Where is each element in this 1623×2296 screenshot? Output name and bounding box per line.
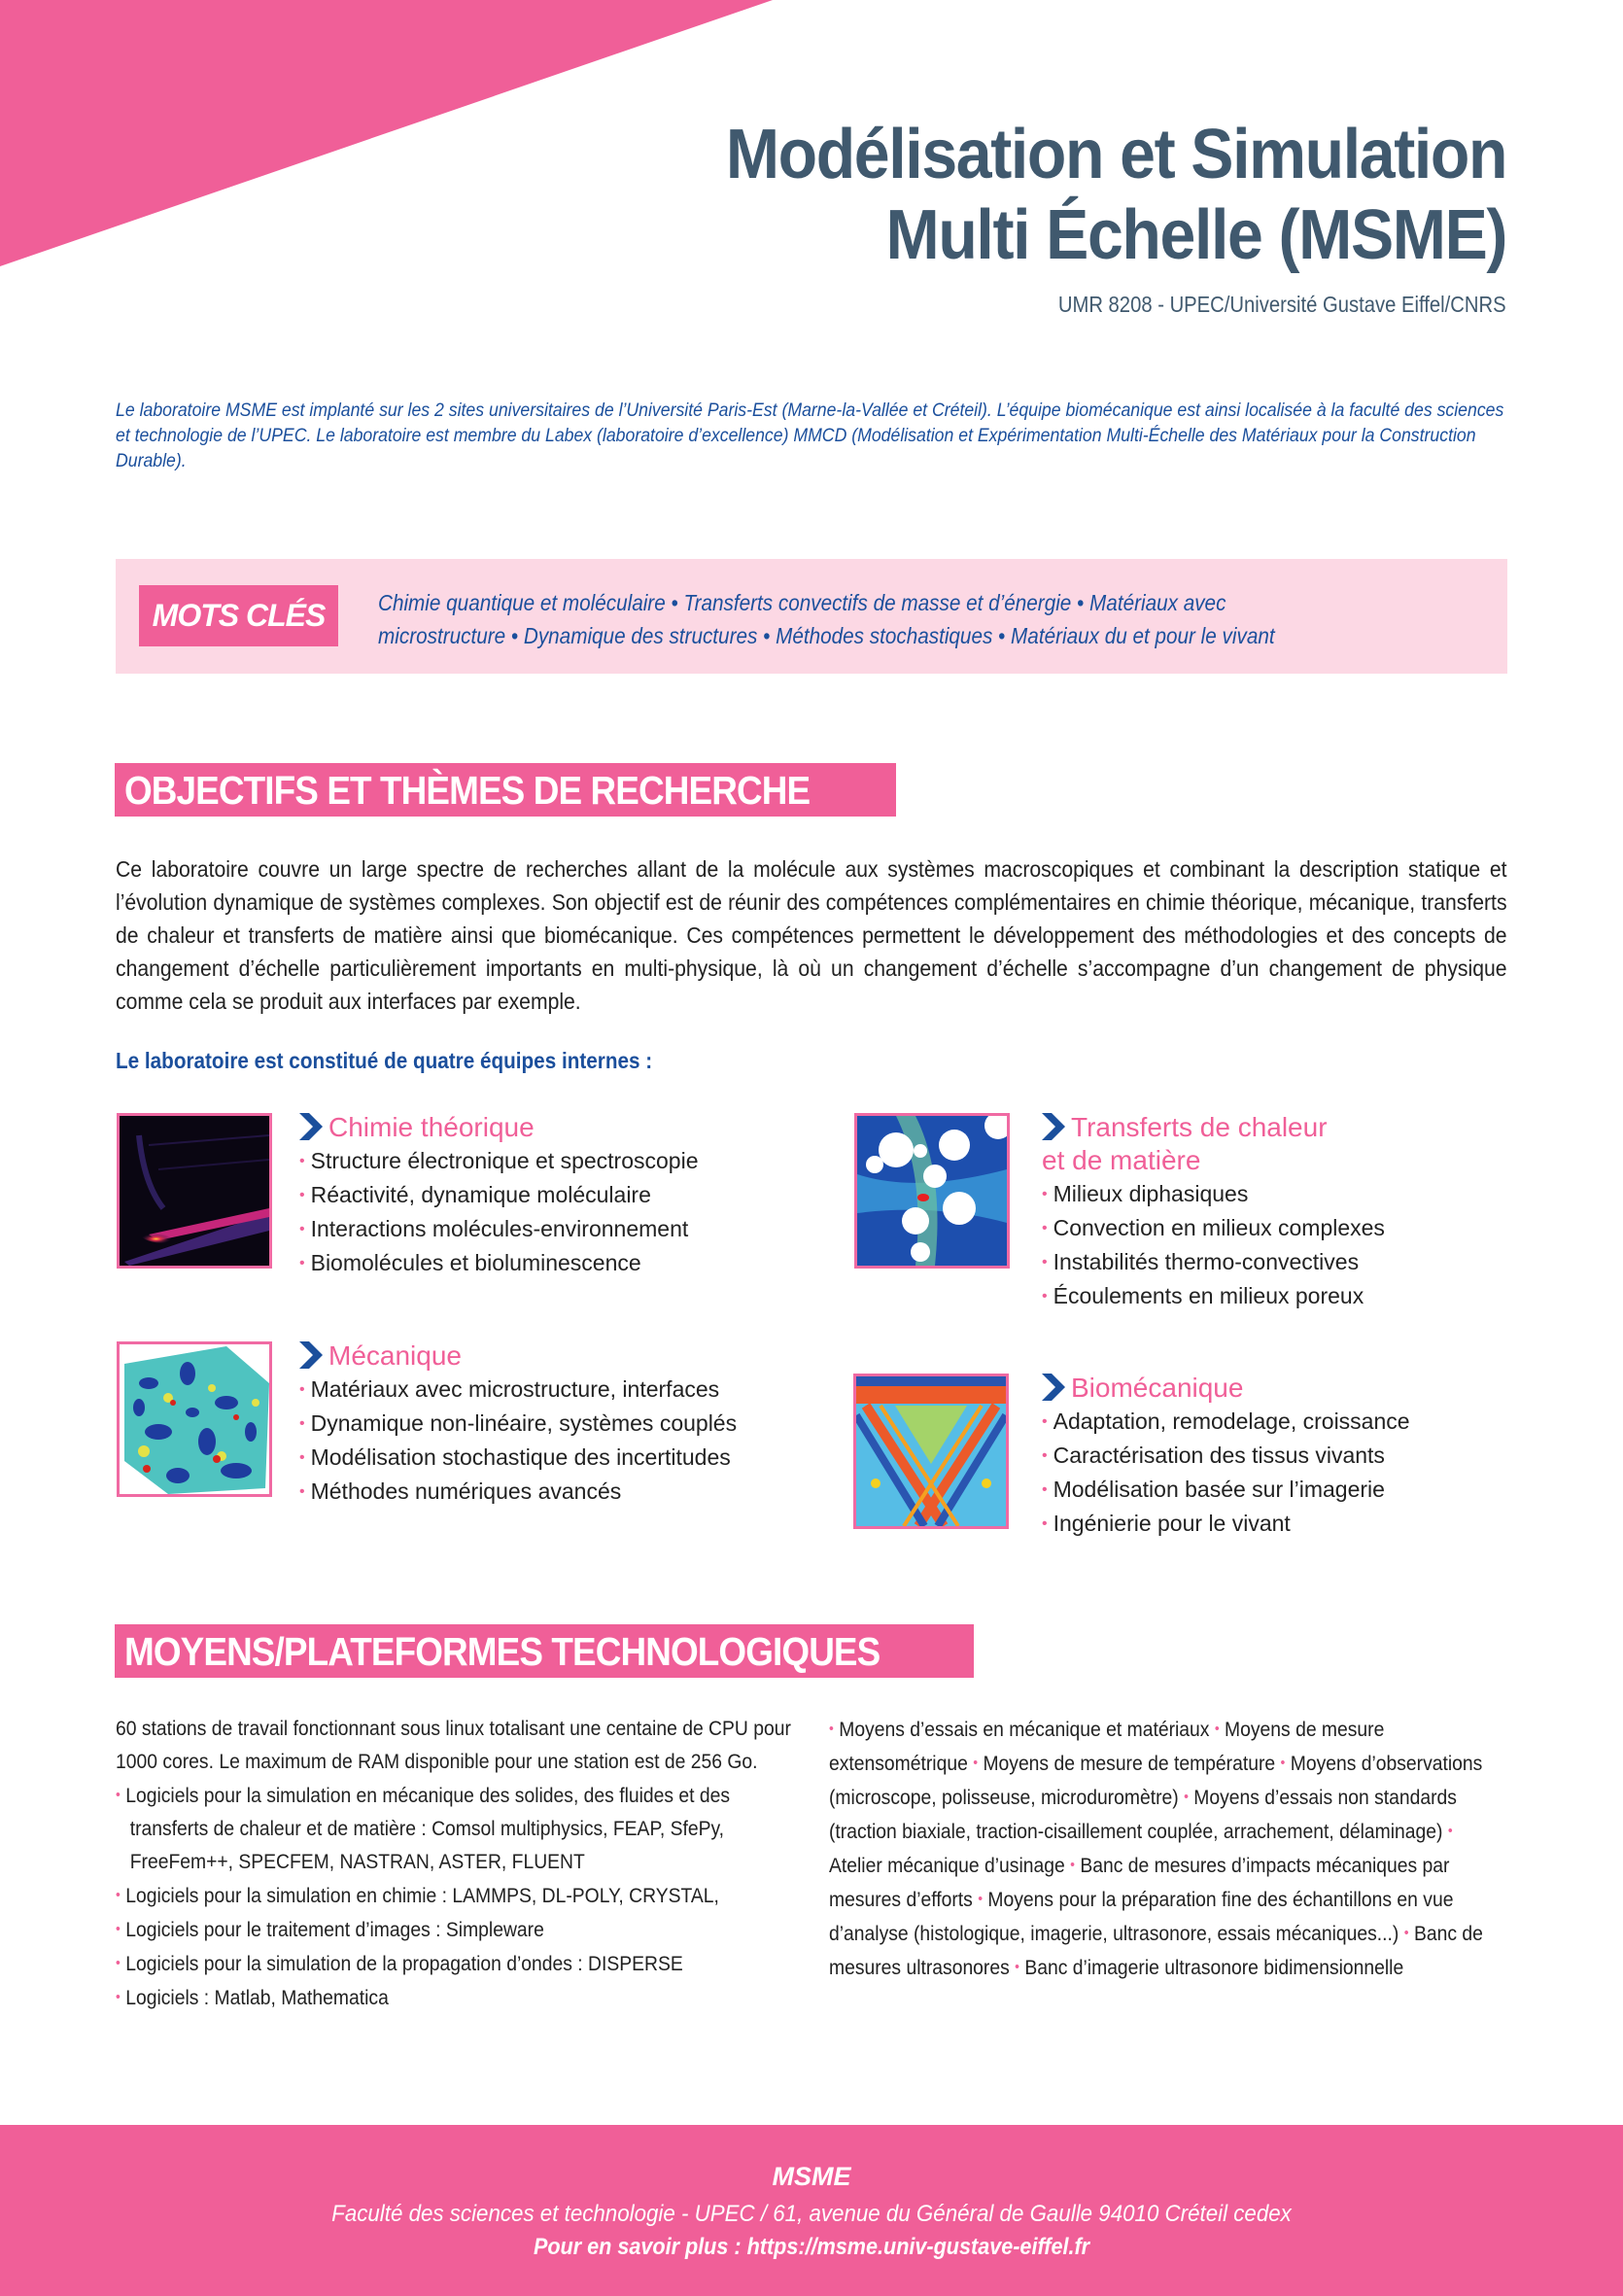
list-item: • Réactivité, dynamique moléculaire xyxy=(299,1182,651,1207)
list-item: • Logiciels pour le traitement d’images : Simpleware xyxy=(116,1919,544,1941)
equipment-item: Moyens d’essais en mécanique et matériaux xyxy=(839,1719,1210,1741)
chevron-right-icon xyxy=(299,1341,323,1369)
section-heading-moyens-text: MOYENS/PLATEFORMES TECHNOLOGIQUES xyxy=(124,1629,881,1674)
equipment-item: Moyens d’observations (microscope, polisseuse, microduromètre) xyxy=(829,1753,1483,1809)
equipment-item: Banc de mesures ultrasonores xyxy=(829,1923,1483,1979)
chevron-right-icon xyxy=(1042,1374,1065,1401)
list-item: • Logiciels pour la simulation en mécanique des solides, des fluides et des transferts de chaleur et de matière : Comsol multiphysics, FEAP, SfePy, FreeFem++, SPECFEM, NASTRAN, ASTER, FLUENT xyxy=(116,1785,731,1873)
team-title xyxy=(1042,1372,1410,1405)
team-item-list xyxy=(1042,1177,1385,1313)
teams-lead: Le laboratoire est constitué de quatre équipes internes : xyxy=(116,1048,653,1073)
team-item-list xyxy=(1042,1405,1410,1541)
team-title-text: Mécanique xyxy=(328,1340,462,1371)
list-item: • Dynamique non-linéaire, systèmes couplés xyxy=(299,1410,738,1436)
keywords-badge: MOTS CLÉS xyxy=(139,585,338,646)
team-transferts xyxy=(1042,1111,1385,1313)
title-line-1: Modélisation et Simulation xyxy=(725,116,1506,193)
footer-name: MSME xyxy=(772,2162,851,2191)
list-item: • Interactions molécules-environnement xyxy=(299,1216,689,1241)
moyens-right-column: • Moyens d’essais en mécanique et matériaux • Moyens de mesure extensométrique • Moyens de mesure de température • Moyens d’observations (microscope, polisseuse, microduromètre) • Moyens d’essais non standards (traction biaxiale, traction-cisaillement couplée, arrachement, délaminage) • Atelier mécanique d’usinage • Banc de mesures d’impacts mécaniques par mesures d’efforts • Moyens pour la préparation fine des échantillons en vue d’analyse (histologique, imagerie, ultrasonore, essais mécaniques...) • Banc de mesures ultrasonores • Banc d’imagerie ultrasonore bidimensionnelle xyxy=(829,1719,1483,1979)
list-item: • Ingénierie pour le vivant xyxy=(1042,1511,1291,1536)
list-item: • Milieux diphasiques xyxy=(1042,1181,1249,1206)
equipment-item: Banc de mesures d’impacts mécaniques par mesures d’efforts xyxy=(829,1855,1450,1911)
software-list xyxy=(116,1779,813,2015)
list-item: • Écoulements en milieux poreux xyxy=(1042,1283,1364,1308)
list-item: • Biomolécules et bioluminescence xyxy=(299,1250,641,1275)
equipment-item: Moyens de mesure de température xyxy=(983,1753,1276,1775)
list-item: • Caractérisation des tissus vivants xyxy=(1042,1443,1385,1468)
chevron-right-icon xyxy=(299,1113,323,1140)
team-title-text: Transferts de chaleur xyxy=(1071,1112,1328,1142)
moyens-left-column xyxy=(116,1713,813,2015)
equipment-item: Moyens de mesure extensométrique xyxy=(829,1719,1385,1775)
team-title-line-2: et de matière xyxy=(1042,1145,1201,1175)
equipment-item: Moyens d’essais non standards (traction biaxiale, traction-cisaillement couplée, arrachement, délaminage) xyxy=(829,1787,1457,1843)
team-image-transferts xyxy=(854,1113,1010,1269)
team-chimie xyxy=(299,1111,699,1280)
keywords-line-1: Chimie quantique et moléculaire • Transferts convectifs de masse et d’énergie • Matériaux avec xyxy=(378,590,1226,615)
team-image-chimie xyxy=(117,1113,272,1269)
keywords-text xyxy=(378,586,1428,652)
equipment-item: Moyens pour la préparation fine des échantillons en vue d’analyse (histologique, imagerie, ultrasonore, essais mécaniques...) xyxy=(829,1889,1454,1945)
equipment-item: Atelier mécanique d’usinage xyxy=(829,1855,1065,1877)
list-item: • Adaptation, remodelage, croissance xyxy=(1042,1409,1410,1434)
team-title xyxy=(1042,1111,1385,1144)
section-heading-objectifs xyxy=(115,763,896,817)
title-line-2: Multi Échelle (MSME) xyxy=(885,196,1506,274)
page-subtitle: UMR 8208 - UPEC/Université Gustave Eiffel/CNRS xyxy=(1058,292,1506,317)
list-item: • Instabilités thermo-convectives xyxy=(1042,1249,1360,1274)
list-item: • Structure électronique et spectroscopie xyxy=(299,1148,699,1173)
team-mecanique xyxy=(299,1339,737,1509)
footer xyxy=(0,2125,1623,2296)
keywords-band xyxy=(116,559,1507,674)
chevron-right-icon xyxy=(1042,1113,1065,1140)
list-item: • Convection en milieux complexes xyxy=(1042,1215,1385,1240)
team-image-mecanique xyxy=(117,1341,272,1497)
intro-paragraph: Le laboratoire MSME est implanté sur les 2 sites universitaires de l’Université Paris-Est (Marne-la-Vallée et Créteil). L’équipe biomécanique est ainsi localisée à la faculté des sciences et technologie de l’UPEC. Le laboratoire est membre du Labex (laboratoire d’excellence) MMCD (Modélisation et Expérimentation Multi-Échelle des Matériaux pour la Construction Durable). xyxy=(116,400,1504,471)
moyens-intro: 60 stations de travail fonctionnant sous linux totalisant une centaine de CPU pour 1000 cores. Le maximum de RAM disponible pour une station est de 256 Go. xyxy=(116,1718,791,1773)
objectifs-paragraph: Ce laboratoire couvre un large spectre de recherches allant de la molécule aux systèmes macroscopiques et combinant la description statique et l’évolution dynamique de systèmes complexes. Son objectif est de réunir des compétences complémentaires en chimie théorique, mécanique, transferts de chaleur et transferts de matière ainsi que biomécanique. Ces compétences permettent le développement des méthodologies et des concepts de changement d’échelle particulièrement importants en multi-physique, là où un changement d’échelle s’accompagne d’un changement de physique comme cela se produit aux interfaces par exemple. xyxy=(116,856,1507,1014)
team-item-list xyxy=(299,1144,699,1280)
section-heading-objectifs-text: OBJECTIFS ET THÈMES DE RECHERCHE xyxy=(124,768,811,813)
equipment-item: Banc d’imagerie ultrasonore bidimensionnelle xyxy=(1024,1957,1404,1979)
keywords-line-2: microstructure • Dynamique des structures • Méthodes stochastiques • Matériaux du et pour le vivant xyxy=(378,623,1275,648)
list-item: • Logiciels : Matlab, Mathematica xyxy=(116,1987,389,2009)
team-title xyxy=(299,1111,699,1144)
section-heading-moyens xyxy=(115,1624,974,1678)
team-image-biomecanique xyxy=(853,1374,1009,1529)
list-item: • Modélisation stochastique des incertitudes xyxy=(299,1444,731,1470)
team-title xyxy=(299,1339,737,1373)
list-item: • Modélisation basée sur l’imagerie xyxy=(1042,1477,1385,1502)
list-item: • Matériaux avec microstructure, interfaces xyxy=(299,1376,720,1402)
team-title-text: Chimie théorique xyxy=(328,1112,535,1142)
team-item-list xyxy=(299,1373,737,1509)
footer-link[interactable]: Pour en savoir plus : https://msme.univ-gustave-eiffel.fr xyxy=(533,2234,1090,2260)
team-biomecanique xyxy=(1042,1372,1410,1541)
team-title-text: Biomécanique xyxy=(1071,1373,1244,1403)
list-item: • Logiciels pour la simulation de la propagation d’ondes : DISPERSE xyxy=(116,1953,683,1975)
list-item: • Logiciels pour la simulation en chimie : LAMMPS, DL-POLY, CRYSTAL, xyxy=(116,1885,719,1907)
page-title xyxy=(726,115,1506,276)
list-item: • Méthodes numériques avancés xyxy=(299,1478,622,1504)
footer-address: Faculté des sciences et technologie - UPEC / 61, avenue du Général de Gaulle 94010 Créteil cedex xyxy=(331,2201,1292,2227)
corner-triangle-decoration xyxy=(0,0,773,266)
